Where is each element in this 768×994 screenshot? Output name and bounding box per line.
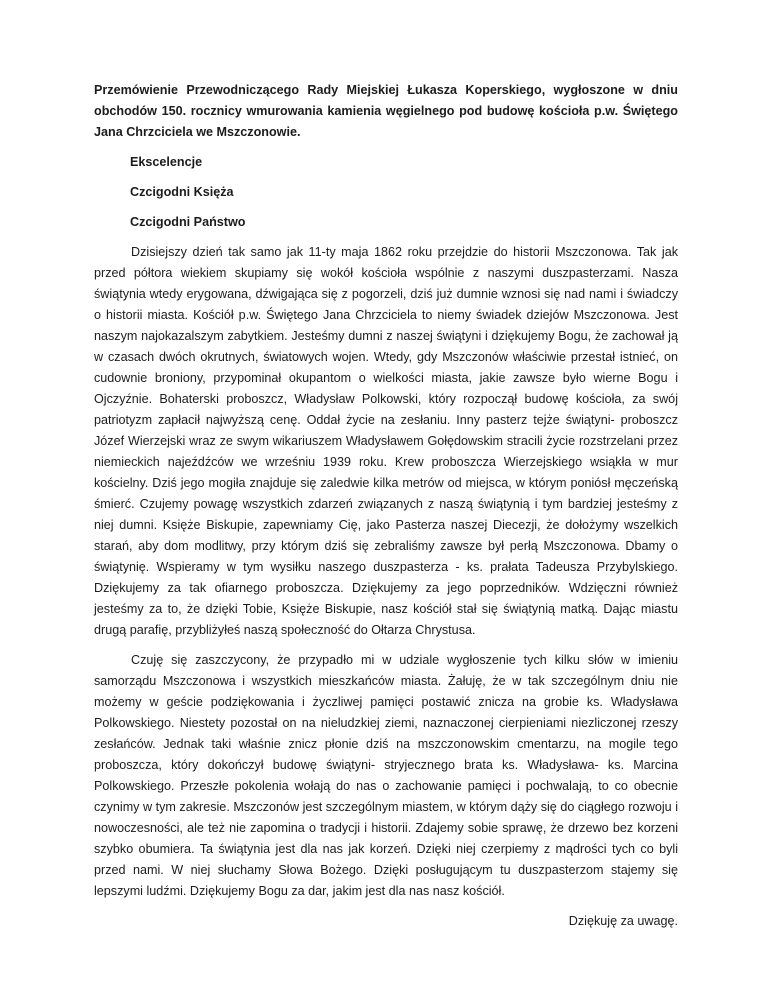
salutation-panstwo: Czcigodni Państwo	[130, 215, 246, 229]
salutation-ekscelencje: Ekscelencje	[130, 155, 203, 169]
closing-line: Dziękuję za uwagę.	[568, 914, 678, 928]
paragraph-1: Dzisiejszy dzień tak samo jak 11-ty maja 1862 roku przejdzie do historii Mszczonowa. Tak jak przed półtora wiekiem skupiamy się wokół kościoła wspólnie z naszymi duszpasterzami. Nasza świątynia wtedy erygowana, dźwigająca się z pogorzeli, dziś już dumnie wznosi się nad nami i świadczy o historii miasta. Kościół p.w. Świętego Jana Chrzciciela to niemy świadek dziejów Mszczonowa. Jest naszym najokazalszym zabytkiem. Jesteśmy dumni z naszej świątyni i dziękujemy Bogu, że zachował ją w czasach dwóch okrutnych, światowych wojen. Wtedy, gdy Mszczonów właściwie przestał istnieć, on cudownie broniony, przypominał okupantom o wielkości miasta, jakie zawsze było wierne Bogu i Ojczyźnie. Bohaterski proboszcz, Władysław Polkowski, który rozpoczął budowę kościoła, za swój patriotyzm zapłacił najwyższą cenę. Oddał życie na zesłaniu. Inny pasterz tejże świątyni- proboszcz Józef Wierzejski wraz ze swym wikariuszem Władysławem Gołędowskim stracili życie rozstrzelani przez niemieckich najeźdźców we wrześniu 1939 roku. Krew proboszcza Wierzejskiego wsiąkła w mur kościelny. Dziś jego mogiła znajduje się zaledwie kilka metrów od miejsca, w którym poniósł męczeńską śmierć. Czujemy powagę wszystkich zdarzeń związanych z naszą świątynią i tym bardziej jesteśmy z niej dumni. Księże Biskupie, zapewniamy Cię, jako Pasterza naszej Diecezji, że dołożymy wszelkich starań, aby dom modlitwy, przy którym dziś się zebraliśmy zawsze był perłą Mszczonowa. Dbamy o świątynię. Wspieramy w tym wysiłku naszego duszpasterza - ks. prałata Tadeusza Przybylskiego. Dziękujemy za tak ofiarnego proboszcza. Dziękujemy za jego poprzedników. Wdzięczni również jesteśmy za to, że dzięki Tobie, Księże Biskupie, nasz kościół stał się świątynią matką. Dając miastu drugą parafię, przybliżyłeś naszą społeczność do Ołtarza Chrystusa.	[94, 245, 678, 637]
paragraph-2: Czuję się zaszczycony, że przypadło mi w udziale wygłoszenie tych kilku słów w imieniu samorządu Mszczonowa i wszystkich mieszkańców miasta. Żałuję, że w tak szczególnym dniu nie możemy w geście podziękowania i życzliwej pamięci postawić znicza na grobie ks. Władysława Polkowskiego. Niestety pozostał on na nieludzkiej ziemi, naznaczonej cierpieniami niezliczonej rzeszy zesłańców. Jednak taki właśnie znicz płonie dziś na mszczonowskim cmentarzu, na mogile tego proboszcza, który dokończył budowę świątyni- stryjecznego brata ks. Władysława- ks. Marcina Polkowskiego. Przeszłe pokolenia wołają do nas o zachowanie pamięci i pochwalają, to co obecnie czynimy w tym zakresie. Mszczonów jest szczególnym miastem, w którym dąży się do ciągłego rozwoju i nowoczesności, ale też nie zapomina o tradycji i historii. Zdajemy sobie sprawę, że drzewo bez korzeni szybko obumiera. Ta świątynia jest dla nas jak korzeń. Dzięki niej czerpiemy z mądrości tych co byli przed nami. W niej słuchamy Słowa Bożego. Dzięki posługującym tu duszpasterzom stajemy się lepszymi ludźmi. Dziękujemy Bogu za dar, jakim jest dla nas nasz kościół.	[94, 653, 678, 898]
document-title: Przemówienie Przewodniczącego Rady Miejskiej Łukasza Koperskiego, wygłoszone w dniu obchodów 150. rocznicy wmurowania kamienia węgielnego pod budowę kościoła p.w. Świętego Jana Chrzciciela we Mszczonowie.	[94, 83, 678, 139]
salutation-ksieza: Czcigodni Księża	[130, 185, 234, 199]
